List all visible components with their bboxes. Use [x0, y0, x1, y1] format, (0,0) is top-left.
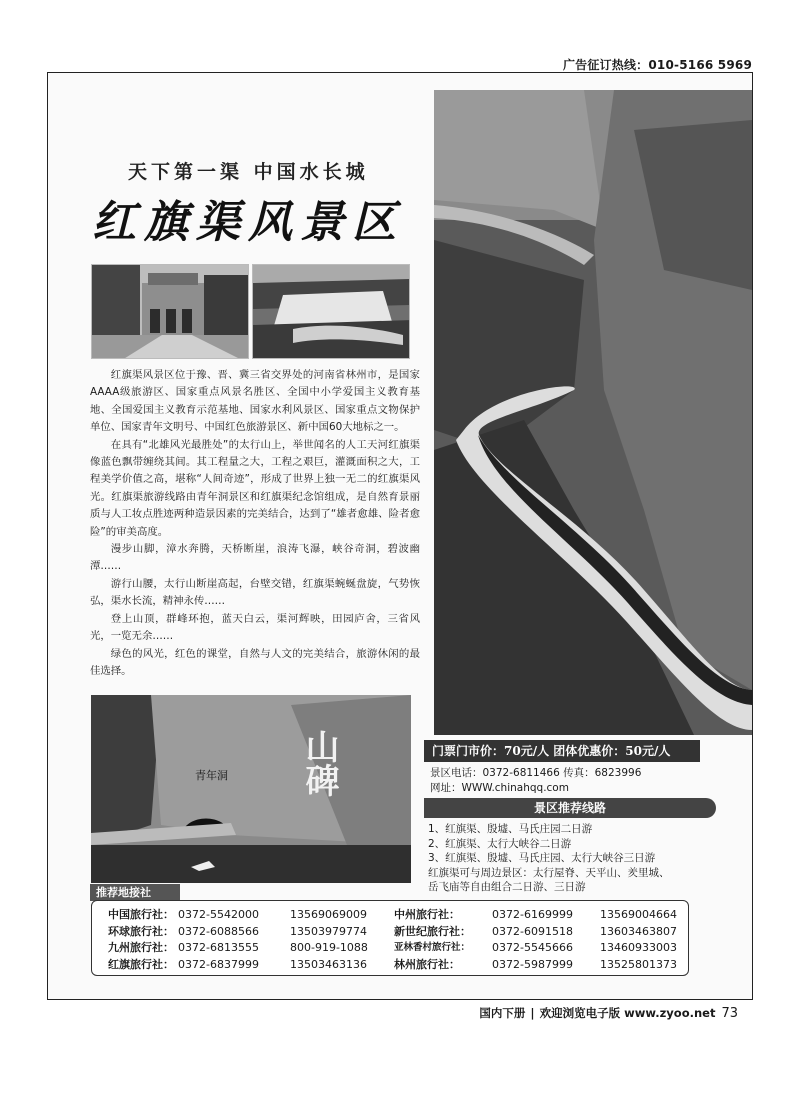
article-paragraph: 在具有“北雄风光最胜处”的太行山上，举世闻名的人工天河红旗渠像蓝色飘带缠绕其间。其工程量之大，工程之艰巨，灌溉面积之大，工程美学价值之高，堪称“人间奇迹”，形成了世界上独一无二的红旗渠风光。红旗渠旅游线路由青年洞景区和红旗渠纪念馆组成，是自然育景丽质与人工妆点胜迹两种造景因素的完美结合，达到了“雄者愈雄、险者愈险”的审美高度。	[90, 438, 420, 538]
agency-name: 亚林香村旅行社：	[394, 942, 471, 953]
footer-promo[interactable]: 欢迎浏览电子版 www.zyoo.net	[539, 1006, 716, 1020]
page-number: 73	[721, 1006, 738, 1021]
agency-name: 红旗旅行社：	[108, 957, 174, 971]
agency-mobile: 13569004664	[600, 908, 677, 921]
article-paragraph: 红旗渠风景区位于豫、晋、冀三省交界处的河南省林州市，是国家AAAA级旅游区、国家重点风景名胜区、全国中小学爱国主义教育基地、全国爱国主义教育示范基地、国家水利风景区、国家重点文物保护单位、国家青年文明号、中国红色旅游景区、新中国60大地标之一。	[90, 369, 420, 434]
agency-name: 九州旅行社：	[108, 941, 174, 954]
page-title: 红旗渠风景区	[92, 197, 404, 248]
agency-mobile: 800-919-1088	[290, 941, 368, 954]
footer-separator: |	[530, 1006, 535, 1020]
agency-phone: 0372-5987999	[492, 957, 573, 971]
canal-cliff-photo	[434, 90, 752, 735]
slogan: 天下第一渠 中国水长城	[128, 161, 369, 183]
contact-info	[430, 766, 641, 796]
agency-name: 环球旅行社：	[108, 924, 174, 938]
agency-phone: 0372-6169999	[492, 908, 573, 921]
agency-mobile: 13525801373	[600, 957, 677, 971]
agency-mobile: 13503979774	[290, 924, 367, 938]
agency-mobile: 13460933003	[600, 941, 677, 954]
agency-name: 林州旅行社：	[394, 957, 460, 971]
waterfall-illustration	[253, 265, 410, 359]
agency-name: 中州旅行社：	[394, 908, 460, 921]
agency-mobile: 13569069009	[290, 908, 367, 921]
agency-table	[108, 907, 690, 972]
agency-phone: 0372-6813555	[178, 941, 259, 954]
canal-cliff-illustration	[434, 90, 752, 735]
tunnel-label: 青年洞	[195, 769, 228, 782]
route-item: 红旗渠可与周边景区：太行屋脊、天平山、羑里城、	[428, 866, 670, 879]
mountain-tunnel-illustration	[91, 695, 411, 883]
agency-phone: 0372-5542000	[178, 908, 259, 921]
agency-name: 中国旅行社：	[108, 908, 174, 921]
article-paragraph: 绿色的风光，红色的课堂，自然与人文的完美结合，旅游休闲的最佳选择。	[90, 647, 420, 677]
agency-section-heading: 推荐地接社	[90, 884, 180, 901]
route-item: 岳飞庙等自由组合二日游、三日游	[428, 881, 586, 893]
agency-mobile: 13503463136	[290, 957, 367, 971]
agency-name: 新世纪旅行社：	[394, 924, 471, 938]
gate-building-photo	[91, 264, 249, 359]
rock-carving-text: 山碑	[299, 729, 339, 797]
routes-heading: 景区推荐线路	[424, 798, 716, 818]
article-paragraph: 漫步山脚，漳水奔腾，天桥断崖，浪涛飞瀑，峡谷奇洞，碧波幽潭……	[90, 543, 420, 573]
article-paragraph: 游行山腰，太行山断崖高起，台壁交错，红旗渠蜿蜒盘旋，气势恢弘，渠水长流，精神永传……	[90, 577, 420, 608]
footer-section: 国内下册	[479, 1006, 526, 1020]
agency-mobile: 13603463807	[600, 924, 677, 938]
ticket-price-bar: 门票门市价：70元/人 团体优惠价：50元/人	[424, 740, 700, 762]
contact-phone: 景区电话：0372-6811466 传真：6823996	[430, 767, 642, 779]
agency-phone: 0372-6088566	[178, 924, 259, 938]
contact-website[interactable]: 网址：WWW.chinahqq.com	[430, 782, 569, 794]
ad-hotline: 广告征订热线：010-5166 5969	[562, 58, 752, 72]
route-item: 1、红旗渠、殷墟、马氏庄园二日游	[428, 823, 593, 835]
agency-phone: 0372-5545666	[492, 941, 573, 954]
article-body	[90, 367, 420, 680]
agency-phone: 0372-6837999	[178, 957, 259, 971]
waterfall-photo	[252, 264, 410, 359]
route-item: 2、红旗渠、太行大峡谷二日游	[428, 837, 572, 850]
agency-phone: 0372-6091518	[492, 924, 573, 938]
route-list	[428, 822, 670, 895]
mountain-tunnel-photo	[91, 695, 411, 883]
article-paragraph: 登上山顶，群峰环抱，蓝天白云，渠河辉映，田园庐舍，三省风光，一览无余……	[90, 612, 420, 643]
page-footer	[479, 1005, 738, 1021]
gate-building-illustration	[92, 265, 249, 359]
route-item: 3、红旗渠、殷墟、马氏庄园、太行大峡谷三日游	[428, 852, 656, 864]
